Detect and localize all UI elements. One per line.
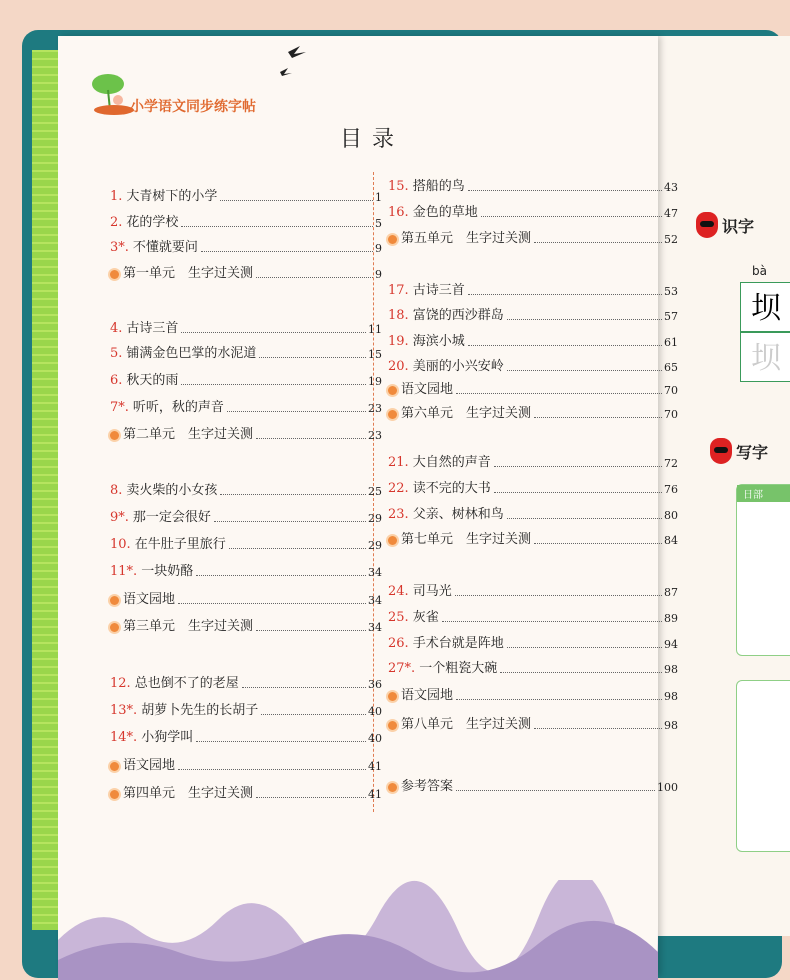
char-box (740, 282, 790, 332)
toc-entry-title: 海滨小城 (412, 334, 465, 349)
leader-dots (256, 437, 366, 439)
lotus-logo-icon (88, 70, 136, 116)
toc-entry-number: 15. (388, 179, 409, 194)
bullet-icon (388, 235, 397, 244)
leader-dots (507, 646, 662, 648)
leader-dots (201, 250, 373, 252)
toc-entry-page: 52 (664, 233, 678, 246)
toc-entry-page: 40 (368, 705, 382, 718)
leader-dots (220, 199, 373, 201)
toc-entry-title: 大青树下的小学 (126, 189, 218, 204)
toc-entry-number: 1. (110, 189, 123, 204)
side-panel-2 (736, 680, 790, 852)
toc-entry (110, 396, 382, 415)
toc-entry-page: 23 (368, 429, 382, 442)
toc-entry-title: 第八单元 生字过关测 (401, 717, 532, 732)
toc-entry-page: 100 (657, 781, 678, 794)
toc-entry-title: 灰雀 (412, 610, 439, 625)
toc-entry (110, 479, 382, 498)
toc-entry-title: 秋天的雨 (126, 373, 179, 388)
toc-entry-title: 搭船的鸟 (412, 179, 465, 194)
toc-entry (110, 782, 382, 801)
mountain-illustration (58, 880, 658, 980)
toc-entry-number: 8. (110, 483, 123, 498)
toc-entry-number: 19. (388, 334, 409, 349)
toc-entry (388, 402, 678, 421)
toc-entry-number: 12. (110, 676, 131, 691)
leader-dots (261, 713, 366, 715)
toc-entry-page: 9 (375, 268, 382, 281)
char-box-trace (740, 332, 790, 382)
toc-entry (388, 684, 678, 703)
toc-entry-number: 25. (388, 610, 409, 625)
series-title: 小学语文同步练字帖 (130, 99, 256, 115)
toc-entry-number: 21. (388, 455, 409, 470)
toc-entry-title: 第一单元 生字过关测 (123, 266, 254, 281)
leader-dots (442, 620, 662, 622)
toc-entry-number: 17. (388, 283, 409, 298)
toc-entry (110, 754, 382, 773)
side-chip-label: 识字 (722, 216, 755, 236)
leader-dots (227, 410, 366, 412)
toc-entry-page: 61 (664, 336, 678, 349)
leader-dots (256, 276, 373, 278)
toc-entry-page: 15 (368, 348, 382, 361)
side-chip-write (710, 438, 768, 464)
toc-entry-title: 一块奶酪 (141, 564, 194, 579)
toc-entry-number: 24. (388, 584, 409, 599)
toc-entry (110, 262, 382, 281)
toc-entry-title: 小狗学叫 (141, 730, 194, 745)
toc-entry-title: 第六单元 生字过关测 (401, 406, 532, 421)
toc-entry (110, 342, 382, 361)
toc-entry-page: 76 (664, 483, 678, 496)
bullet-icon (388, 692, 397, 701)
toc-entry (110, 369, 382, 388)
toc-entry (388, 330, 678, 349)
toc-entry-title: 读不完的大书 (412, 481, 491, 496)
leader-dots (534, 542, 662, 544)
leader-dots (178, 602, 366, 604)
leader-dots (456, 392, 662, 394)
toc-entry-page: 41 (368, 760, 382, 773)
toc-entry-number: 5. (110, 346, 123, 361)
toc-entry-page: 40 (368, 732, 382, 745)
toc-entry-number: 6. (110, 373, 123, 388)
leader-dots (507, 318, 662, 320)
toc-entry (388, 304, 678, 323)
leader-dots (494, 465, 662, 467)
leader-dots (259, 356, 366, 358)
leader-dots (481, 215, 662, 217)
toc-entry (388, 775, 678, 794)
toc-entry-title: 参考答案 (401, 779, 454, 794)
toc-entry (388, 227, 678, 246)
toc-entry (110, 615, 382, 634)
toc-entry-page: 53 (664, 285, 678, 298)
toc-entry-page: 70 (664, 384, 678, 397)
toc-entry (110, 588, 382, 607)
leader-dots (468, 189, 662, 191)
toc-entry-title: 卖火柴的小女孩 (126, 483, 218, 498)
toc-entry (388, 503, 678, 522)
toc-entry-page: 19 (368, 375, 382, 388)
toc-entry-page: 98 (664, 719, 678, 732)
toc-entry (388, 528, 678, 547)
bullet-icon (110, 596, 119, 605)
bullet-icon (110, 790, 119, 799)
bullet-icon (110, 623, 119, 632)
leader-dots (214, 520, 366, 522)
toc-entry-number: 14*. (110, 730, 138, 745)
toc-entry-title: 古诗三首 (126, 321, 179, 336)
toc-entry-number: 10. (110, 537, 131, 552)
toc-entry (388, 378, 678, 397)
bullet-icon (110, 270, 119, 279)
leader-dots (456, 698, 662, 700)
toc-entry-page: 36 (368, 678, 382, 691)
toc-entry-page: 9 (375, 242, 382, 255)
toc-entry (388, 713, 678, 732)
toc-entry-title: 不懂就要问 (132, 240, 198, 255)
opera-mask-icon (710, 438, 732, 464)
toc-entry-page: 43 (664, 181, 678, 194)
toc-entry-title: 手术台就是阵地 (412, 636, 504, 651)
char-glyph: 坝 (751, 291, 781, 326)
leader-dots (242, 686, 366, 688)
toc-entry-title: 第四单元 生字过关测 (123, 786, 254, 801)
toc-entry (388, 279, 678, 298)
toc-entry-page: 47 (664, 207, 678, 220)
toc-entry-number: 7*. (110, 400, 129, 415)
toc-entry-title: 第二单元 生字过关测 (123, 427, 254, 442)
leader-dots (455, 594, 662, 596)
toc-entry-page: 29 (368, 512, 382, 525)
leader-dots (181, 331, 366, 333)
side-chip-label: 写字 (736, 442, 769, 462)
leader-dots (196, 740, 366, 742)
leader-dots (256, 796, 366, 798)
toc-entry (388, 451, 678, 470)
leader-dots (178, 768, 366, 770)
toc-entry-title: 第七单元 生字过关测 (401, 532, 532, 547)
bullet-icon (388, 721, 397, 730)
toc-entry-title: 第五单元 生字过关测 (401, 231, 532, 246)
toc-entry-page: 84 (664, 534, 678, 547)
toc-entry-title: 古诗三首 (412, 283, 465, 298)
toc-entry-title: 总也倒不了的老屋 (134, 676, 239, 691)
toc-entry-title: 听听，秋的声音 (132, 400, 224, 415)
toc-entry-title: 在牛肚子里旅行 (134, 537, 226, 552)
toc-entry-number: 27*. (388, 661, 416, 676)
toc-entry-page: 41 (368, 788, 382, 801)
toc-entry-title: 语文园地 (401, 382, 454, 397)
toc-entry-title: 司马光 (412, 584, 452, 599)
leader-dots (534, 241, 662, 243)
bullet-icon (388, 386, 397, 395)
toc-entry-page: 34 (368, 621, 382, 634)
toc-entry-number: 2. (110, 215, 123, 230)
toc-entry-number: 23. (388, 507, 409, 522)
toc-entry (388, 632, 678, 651)
toc-entry-title: 父亲、树林和鸟 (412, 507, 504, 522)
toc-entry-number: 3*. (110, 240, 129, 255)
bullet-icon (388, 410, 397, 419)
toc-entry-title: 那一定会很好 (132, 510, 211, 525)
toc-entry (110, 236, 382, 255)
toc-entry-number: 4. (110, 321, 123, 336)
toc-entry-page: 98 (664, 690, 678, 703)
toc-entry-page: 87 (664, 586, 678, 599)
toc-entry-title: 美丽的小兴安岭 (412, 359, 504, 374)
leader-dots (181, 383, 366, 385)
toc-entry (110, 560, 382, 579)
toc-entry-page: 94 (664, 638, 678, 651)
bullet-icon (110, 431, 119, 440)
toc-entry-title: 语文园地 (123, 592, 176, 607)
toc-entry-title: 铺满金色巴掌的水泥道 (126, 346, 257, 361)
toc-entry-number: 16. (388, 205, 409, 220)
toc-entry (110, 317, 382, 336)
toc-entry-page: 65 (664, 361, 678, 374)
toc-entry-page: 29 (368, 539, 382, 552)
toc-entry-page: 23 (368, 402, 382, 415)
leader-dots (468, 344, 662, 346)
toc-entry (388, 355, 678, 374)
leader-dots (229, 547, 366, 549)
toc-entry-title: 一个粗瓷大碗 (419, 661, 498, 676)
toc-entry-number: 9*. (110, 510, 129, 525)
leader-dots (256, 629, 366, 631)
toc-entry-title: 胡萝卜先生的长胡子 (141, 703, 259, 718)
toc-entry (110, 672, 382, 691)
toc-entry-page: 25 (368, 485, 382, 498)
swallow-birds-icon (270, 42, 310, 82)
toc-entry (110, 726, 382, 745)
leader-dots (534, 727, 662, 729)
toc-entry (110, 185, 382, 204)
toc-entry-title: 富饶的西沙群岛 (412, 308, 504, 323)
toc-entry-page: 5 (375, 217, 382, 230)
pinyin-label: bà (752, 264, 767, 278)
toc-entry-page: 80 (664, 509, 678, 522)
toc-entry (388, 657, 678, 676)
side-chip-recognize (696, 212, 754, 238)
toc-entry-page: 98 (664, 663, 678, 676)
char-glyph-trace: 坝 (751, 341, 781, 376)
toc-entry-number: 13*. (110, 703, 138, 718)
leader-dots (494, 491, 662, 493)
toc-entry-page: 72 (664, 457, 678, 470)
green-spine (32, 50, 58, 930)
leader-dots (468, 293, 662, 295)
toc-entry (110, 533, 382, 552)
toc-entry-page: 57 (664, 310, 678, 323)
bullet-icon (388, 783, 397, 792)
toc-entry (388, 580, 678, 599)
toc-entry-title: 花的学校 (126, 215, 179, 230)
toc-entry-number: 26. (388, 636, 409, 651)
toc-entry-number: 11*. (110, 564, 138, 579)
leader-dots (196, 574, 366, 576)
leader-dots (456, 789, 655, 791)
toc-entry-page: 34 (368, 566, 382, 579)
toc-entry-number: 18. (388, 308, 409, 323)
toc-entry-page: 11 (368, 323, 382, 336)
toc-entry-title: 大自然的声音 (412, 455, 491, 470)
toc-entry-page: 34 (368, 594, 382, 607)
toc-entry (388, 606, 678, 625)
toc-entry-number: 20. (388, 359, 409, 374)
toc-entry (388, 201, 678, 220)
toc-entry (110, 506, 382, 525)
toc-entry-title: 语文园地 (401, 688, 454, 703)
toc-entry-page: 70 (664, 408, 678, 421)
toc-entry (110, 211, 382, 230)
panel-head: 日部 (737, 485, 790, 502)
toc-entry (388, 477, 678, 496)
page-title: 目录 (340, 127, 405, 152)
toc-entry-page: 1 (375, 191, 382, 204)
side-panel (736, 484, 790, 656)
toc-entry-page: 89 (664, 612, 678, 625)
leader-dots (181, 225, 373, 227)
leader-dots (507, 369, 662, 371)
toc-entry-title: 语文园地 (123, 758, 176, 773)
leader-dots (507, 517, 662, 519)
toc-entry-title: 第三单元 生字过关测 (123, 619, 254, 634)
opera-mask-icon (696, 212, 718, 238)
toc-entry (110, 699, 382, 718)
toc-entry-title: 金色的草地 (412, 205, 478, 220)
leader-dots (220, 493, 366, 495)
toc-entry-number: 22. (388, 481, 409, 496)
toc-entry (110, 423, 382, 442)
toc-entry (388, 175, 678, 194)
leader-dots (500, 671, 662, 673)
bullet-icon (110, 762, 119, 771)
bullet-icon (388, 536, 397, 545)
leader-dots (534, 416, 662, 418)
